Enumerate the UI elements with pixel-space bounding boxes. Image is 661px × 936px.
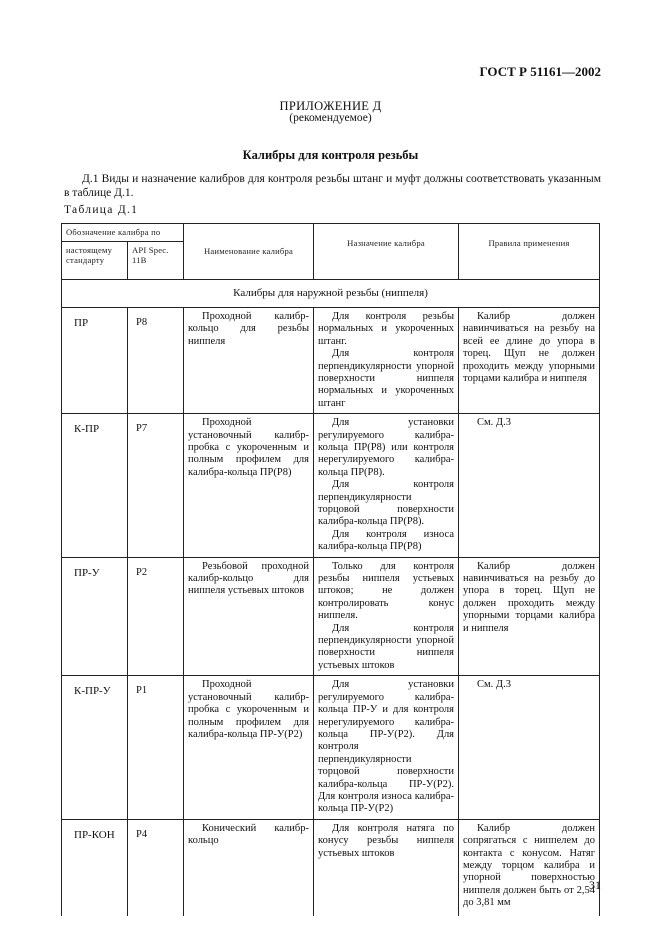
header-api-spec: API Spec. 11B xyxy=(128,241,184,279)
cell-purpose xyxy=(314,307,459,413)
name-text: Конический калибр-кольцо xyxy=(188,822,310,847)
cell-name xyxy=(184,819,314,916)
rules-text: См. Д.3 xyxy=(477,679,511,691)
name-text: Проходной установочный калибр-пробка с укороченным и полным профилем для калибра-кольца ПР(Р8) xyxy=(188,417,310,478)
cell-api: P7 xyxy=(128,414,184,557)
page-number: 31 xyxy=(589,878,601,892)
name-text: Проходной калибр-кольцо для резьбы ниппеля xyxy=(188,310,310,347)
table-row xyxy=(62,557,600,676)
cell-api: P8 xyxy=(128,307,184,413)
table-row xyxy=(62,819,600,916)
cell-rules xyxy=(459,557,600,676)
cell-rules xyxy=(459,307,600,413)
appendix-subtitle: (рекомендуемое) xyxy=(289,112,372,124)
purpose-paragraph: Для контроля резьбы нормальных и укороченных штанг. xyxy=(318,310,455,347)
purpose-paragraph: Для контроля натяга по конусу резьбы ниппеля устьевых штоков xyxy=(318,822,455,859)
purpose-paragraph: Для установки регулируемого калибра-кольца ПР-У и для контроля нерегулируемого калибра-кольца ПР-У(Р2). Для контроля перпендикулярности торцовой поверхности калибра-кольца ПР-У(Р2). Для контроля износа калибра-кольца ПР-У(Р2) xyxy=(318,679,455,815)
cell-api: P1 xyxy=(128,676,184,819)
group-row xyxy=(62,279,600,307)
name-text: Резьбовой проходной калибр-кольцо для ниппеля устьевых штоков xyxy=(188,560,310,597)
cell-code: К-ПР-У xyxy=(62,676,128,819)
cell-name xyxy=(184,307,314,413)
table-row xyxy=(62,307,600,413)
rules-text: Калибр должен навинчиваться на резьбу до упора в торец. Щуп не должен проходить между упорными торцами калибра и ниппеля xyxy=(463,560,596,634)
header-designation-group: Обозначение калибра по xyxy=(62,224,184,242)
header-name: Наименование калибра xyxy=(184,224,314,280)
cell-rules xyxy=(459,819,600,916)
cell-api: P2 xyxy=(128,557,184,676)
header-this-standard: настоящему стандарту xyxy=(62,241,128,279)
purpose-paragraph: Для установки регулируемого калибра-кольца ПР(Р8) или контроля нерегулируемого калибра-кольца ПР(Р8). xyxy=(318,417,455,478)
purpose-paragraph: Для контроля перпендикулярности упорной поверхности ниппеля нормальных и укороченных штанг xyxy=(318,348,455,409)
rules-text: Калибр должен навинчиваться на резьбу на всей ее длине до упора в торец. Щуп не должен проходить между упорными торцами калибра и ниппеля xyxy=(463,310,596,384)
table-row xyxy=(62,676,600,819)
purpose-paragraph: Для контроля износа калибра-кольца ПР(Р8) xyxy=(318,528,455,553)
group-title: Калибры для наружной резьбы (ниппеля) xyxy=(62,279,600,307)
cell-purpose xyxy=(314,676,459,819)
cell-name xyxy=(184,557,314,676)
cell-code: К-ПР xyxy=(62,414,128,557)
cell-rules xyxy=(459,414,600,557)
cell-code: ПР-КОН xyxy=(62,819,128,916)
table-row xyxy=(62,414,600,557)
section-title: Калибры для контроля резьбы xyxy=(242,148,419,162)
rules-text: См. Д.3 xyxy=(477,417,511,429)
document-code: ГОСТ Р 51161—2002 xyxy=(479,64,601,79)
appendix-title: ПРИЛОЖЕНИЕ Д xyxy=(279,99,382,113)
cell-purpose xyxy=(314,557,459,676)
purpose-paragraph: Только для контроля резьбы ниппеля устьевых штоков; не должен контролировать конус ниппеля. xyxy=(318,560,455,622)
cell-code: ПР-У xyxy=(62,557,128,676)
cell-name xyxy=(184,414,314,557)
intro-paragraph: Д.1 Виды и назначение калибров для контроля резьбы штанг и муфт должны соответствовать указанным в таблице Д.1. xyxy=(64,173,601,199)
table-caption: Таблица Д.1 xyxy=(64,204,139,216)
header-purpose: Назначение калибра xyxy=(314,224,459,280)
cell-rules xyxy=(459,676,600,819)
cell-name xyxy=(184,676,314,819)
cell-api: P4 xyxy=(128,819,184,916)
header-row-1 xyxy=(62,224,600,242)
gauges-table xyxy=(61,223,600,916)
header-rules: Правила применения xyxy=(459,224,600,280)
cell-purpose xyxy=(314,414,459,557)
cell-purpose xyxy=(314,819,459,916)
purpose-paragraph: Для контроля перпендикулярности упорной поверхности ниппеля устьевых штоков xyxy=(318,622,455,671)
name-text: Проходной установочный калибр-пробка с укороченным и полным профилем для калибра-кольца ПР-У(Р2) xyxy=(188,679,310,740)
rules-text: Калибр должен сопрягаться с ниппелем до контакта с конусом. Натяг между торцом калибра и упорной поверхностью ниппеля должен быть от 2,54 до 3,81 мм xyxy=(463,822,596,909)
cell-code: ПР xyxy=(62,307,128,413)
purpose-paragraph: Для контроля перпендикулярности торцовой поверхности калибра-кольца ПР(Р8). xyxy=(318,479,455,528)
